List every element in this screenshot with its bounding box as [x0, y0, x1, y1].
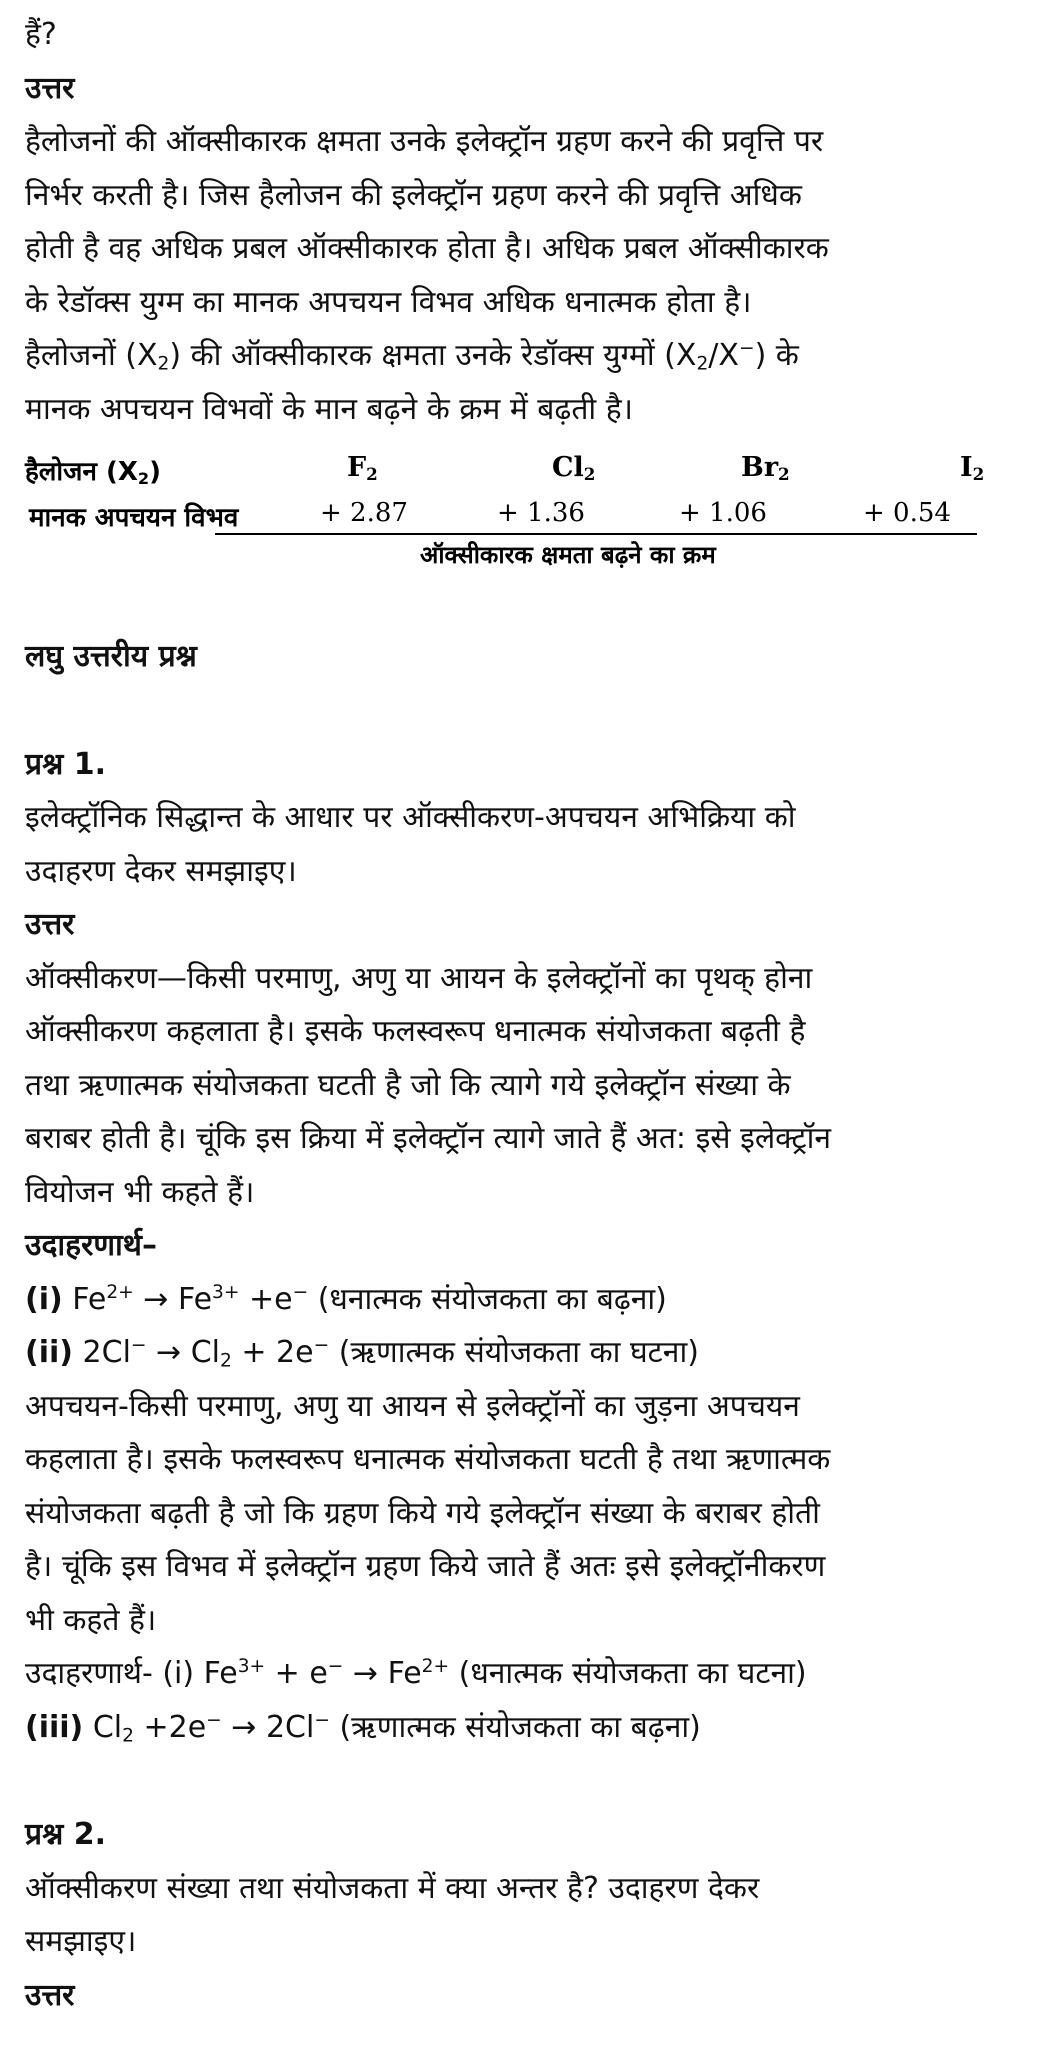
example-equation-1: (i) $Fe^{2+} \to Fe^{3+} +e^-$ (धनात्मक संयोजकता का बढ़ना) [25, 1281, 667, 1317]
paragraph-line: अपचयन-किसी परमाणु, अणु या आयन से इलेक्ट्रॉनों का जुड़ना अपचयन [25, 1388, 800, 1424]
paragraph-line: है। चूंकि इस विभव में इलेक्ट्रॉन ग्रहण किये जाते हैं अतः इसे इलेक्ट्रॉनीकरण [25, 1549, 826, 1584]
paragraph-line: बराबर होती है। चूंकि इस क्रिया में इलेक्ट्रॉन त्यागे जाते हैं अत: इसे इलेक्ट्रॉन [25, 1121, 832, 1156]
answer-label: उत्तर [25, 1977, 75, 2013]
oxidation-paragraph [25, 952, 1035, 1220]
paragraph-line: वियोजन भी कहते हैं। [25, 1174, 255, 1210]
paragraph-line: तथा ऋणात्मक संयोजकता घटती है जो कि त्यागे गये इलेक्ट्रॉन संख्या के [25, 1067, 791, 1103]
question-2-text: समझाइए। [25, 1924, 137, 1959]
answer-label: उत्तर [25, 907, 75, 942]
question-1-label: प्रश्न 1. [25, 746, 106, 782]
potential-f2: + 2.87 [320, 498, 408, 528]
continued-question-fragment: हैं? [25, 17, 57, 52]
reduction-paragraph [25, 1380, 1035, 1648]
potential-i2: + 0.54 [863, 498, 951, 528]
symbol-f2: $F_2$ [347, 452, 378, 485]
paragraph-line: होती है वह अधिक प्रबल ऑक्सीकारक होता है। अधिक प्रबल ऑक्सीकारक [25, 231, 829, 266]
halogen-answer-paragraph [25, 115, 1035, 436]
paragraph-line: संयोजकता बढ़ती है जो कि ग्रहण किये गये इलेक्ट्रॉन संख्या के बराबर होती [25, 1495, 820, 1531]
paragraph-line: ऑक्सीकरण—किसी परमाणु, अणु या आयन के इलेक्ट्रॉनों का पृथक् होना [25, 960, 813, 996]
paragraph-line: हैलोजनों की ऑक्सीकारक क्षमता उनके इलेक्ट्रॉन ग्रहण करने की प्रवृत्ति पर [25, 124, 824, 159]
halogen-potential-table [25, 446, 1035, 586]
potential-cl2: + 1.36 [497, 498, 585, 528]
question-1-text: इलेक्ट्रॉनिक सिद्धान्त के आधार पर ऑक्सीकरण-अपचयन अभिक्रिया को [25, 800, 796, 835]
example-label: उदाहरणार्थ– [25, 1228, 157, 1263]
example-equation-3: उदाहरणार्थ- (i) $Fe^{3+} + e^- \to Fe^{2+}$ (धनात्मक संयोजकता का घटना) [25, 1655, 807, 1691]
paragraph-line: कहलाता है। इसके फलस्वरूप धनात्मक संयोजकता घटती है तथा ऋणात्मक [25, 1442, 831, 1477]
row-label-halogen: हैलोजन $(X_2)$ [25, 457, 161, 489]
potential-br2: + 1.06 [679, 498, 767, 528]
paragraph-line: मानक अपचयन विभवों के मान बढ़ने के क्रम में बढ़ती है। [25, 391, 634, 427]
question-2-text: ऑक्सीकरण संख्या तथा संयोजकता में क्या अन्तर है? उदाहरण देकर [25, 1870, 760, 1906]
paragraph-line: के रेडॉक्स युग्म का मानक अपचयन विभव अधिक धनात्मक होता है। [25, 284, 752, 320]
section-title: लघु उत्तरीय प्रश्न [25, 639, 197, 674]
paragraph-line: हैलोजनों $(X_2)$ की ऑक्सीकारक क्षमता उनके रेडॉक्स युग्मों $(X_2/X^-)$ के [25, 337, 799, 375]
question-1-text: उदाहरण देकर समझाइए। [25, 853, 297, 889]
row-label-potential: मानक अपचयन विभव [29, 503, 239, 533]
paragraph-line: निर्भर करती है। जिस हैलोजन की इलेक्ट्रॉन ग्रहण करने की प्रवृत्ति अधिक [25, 177, 802, 213]
paragraph-line: ऑक्सीकरण कहलाता है। इसके फलस्वरूप धनात्मक संयोजकता बढ़ती है [25, 1014, 806, 1049]
symbol-br2: $Br_2$ [741, 452, 790, 485]
example-equation-2: (ii) $2Cl^- \to Cl_2 + 2e^-$ (ऋणात्मक संयोजकता का घटना) [25, 1334, 699, 1372]
increasing-order-caption: ऑक्सीकारक क्षमता बढ़ने का क्रम [420, 541, 716, 569]
example-equation-4: (iii) $Cl_2 +2e^- \to 2Cl^-$ (ऋणात्मक संयोजकता का बढ़ना) [25, 1709, 701, 1747]
answer-label: उत्तर [25, 70, 75, 106]
document-page [25, 0, 1035, 2022]
symbol-cl2: $Cl_2$ [552, 452, 596, 485]
paragraph-line: भी कहते हैं। [25, 1602, 157, 1638]
question-2-label: प्रश्न 2. [25, 1817, 106, 1852]
increasing-order-rule [215, 533, 977, 535]
symbol-i2: $I_2$ [960, 452, 985, 485]
